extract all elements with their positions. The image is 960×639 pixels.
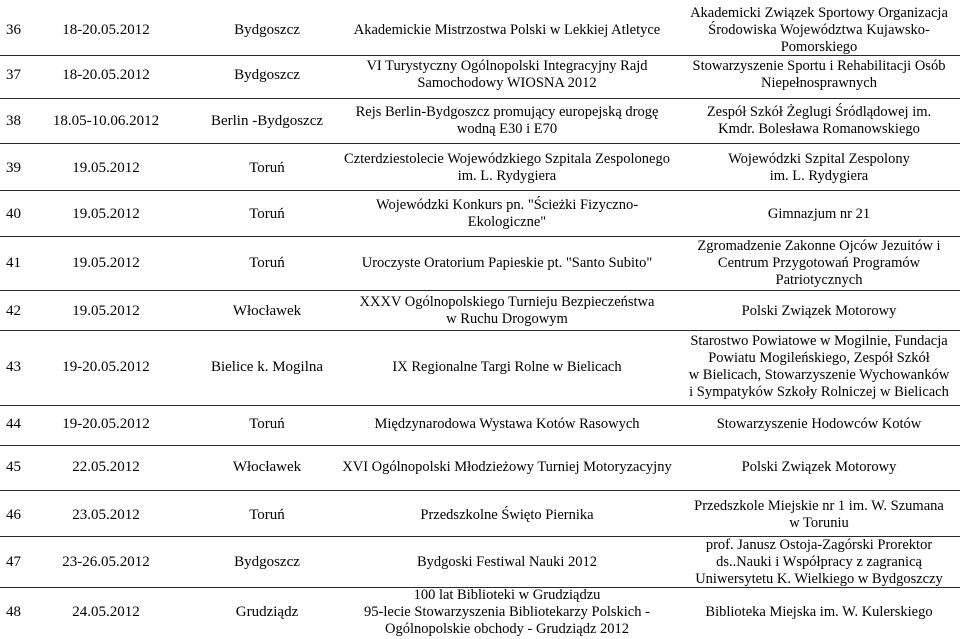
event-place: Toruń <box>249 254 285 271</box>
table-row <box>0 292 960 330</box>
table-row <box>0 332 960 402</box>
organizer <box>680 453 958 481</box>
event-name <box>334 332 680 402</box>
organizer <box>680 332 958 402</box>
event-name-line: Akademickie Mistrzostwa Polski w Lekkiej Atletyce <box>353 21 661 38</box>
table-row <box>0 586 960 638</box>
event-name-line: Bydgoski Festiwal Nauki 2012 <box>416 553 598 570</box>
table-row <box>0 3 960 57</box>
event-name-line: IX Regionalne Targi Rolne w Bielicach <box>392 358 622 375</box>
event-name-line: XVI Ogólnopolski Młodzieżowy Turniej Motoryzacyjny <box>342 458 672 475</box>
table-row <box>0 236 960 290</box>
row-divider <box>0 330 960 331</box>
organizer <box>680 149 958 187</box>
organizer-line: im. L. Rydygiera <box>769 168 869 184</box>
event-name-line: VI Turystyczny Ogólnopolski Integracyjny Rajd <box>366 58 648 74</box>
organizer-line: w Bielicach, Stowarzyszenie Wychowanków <box>688 367 950 383</box>
organizer-line: Pomorskiego <box>780 38 858 55</box>
event-date: 19-20.05.2012 <box>62 415 150 432</box>
row-divider <box>0 290 960 291</box>
event-place: Berlin -Bydgoszcz <box>210 112 324 129</box>
event-date: 18-20.05.2012 <box>62 21 150 38</box>
row-number: 40 <box>6 205 21 222</box>
event-date: 23-26.05.2012 <box>62 553 150 570</box>
organizer-line: Biblioteka Miejska im. W. Kulerskiego <box>705 603 933 620</box>
event-place: Toruń <box>249 415 285 432</box>
organizer <box>680 586 958 638</box>
event-name-line: im. L. Rydygiera <box>457 168 557 184</box>
organizer-line: ds..Nauki i Współpracy z zagranicą <box>716 553 922 570</box>
organizer-line: Stowarzyszenie Sportu i Rehabilitacji Osób <box>692 58 946 74</box>
event-place: Włocławek <box>232 302 302 319</box>
row-number: 43 <box>6 358 21 375</box>
organizer <box>680 57 958 93</box>
row-number: 45 <box>6 458 21 475</box>
organizer <box>680 195 958 233</box>
event-date: 19.05.2012 <box>72 159 140 176</box>
event-place: Toruń <box>249 506 285 523</box>
event-name <box>334 496 680 534</box>
event-date: 19-20.05.2012 <box>62 358 150 375</box>
organizer <box>680 102 958 140</box>
event-name-line: 100 lat Biblioteki w Grudziądzu <box>413 586 601 603</box>
event-date: 19.05.2012 <box>72 254 140 271</box>
event-name <box>334 102 680 140</box>
row-number: 42 <box>6 302 21 319</box>
row-number: 47 <box>6 553 21 570</box>
row-number: 39 <box>6 159 21 176</box>
event-name <box>334 195 680 233</box>
row-divider <box>0 445 960 446</box>
organizer-line: Stowarzyszenie Hodowców Kotów <box>716 415 922 432</box>
event-date: 18.05-10.06.2012 <box>52 112 160 129</box>
table-row <box>0 410 960 438</box>
event-name-line: 95-lecie Stowarzyszenia Bibliotekarzy Polskich - <box>364 603 650 620</box>
row-divider <box>0 490 960 491</box>
row-divider <box>0 143 960 144</box>
organizer-line: Kmdr. Bolesława Romanowskiego <box>718 121 920 137</box>
table-row <box>0 496 960 534</box>
event-name-line: XXXV Ogólnopolskiego Turnieju Bezpieczeństwa <box>359 294 655 310</box>
organizer-line: Polski Związek Motorowy <box>741 302 897 319</box>
event-name <box>334 292 680 330</box>
organizer-line: Zgromadzenie Zakonne Ojców Jezuitów i <box>697 237 941 254</box>
organizer-line: Niepełnosprawnych <box>761 75 877 91</box>
event-date: 23.05.2012 <box>72 506 140 523</box>
event-date: 19.05.2012 <box>72 205 140 222</box>
event-date: 22.05.2012 <box>72 458 140 475</box>
event-name-line: Wojewódzki Konkurs pn. "Ścieżki Fizyczno- <box>375 197 639 213</box>
event-place: Bydgoszcz <box>234 553 300 570</box>
event-name-line: Uroczyste Oratorium Papieskie pt. "Santo Subito" <box>361 254 653 271</box>
event-name-line: Rejs Berlin-Bydgoszcz promujący europejską drogę <box>355 104 659 120</box>
event-name-line: w Ruchu Drogowym <box>446 311 568 327</box>
organizer-line: Starostwo Powiatowe w Mogilnie, Fundacja <box>690 333 948 349</box>
organizer <box>680 496 958 534</box>
event-name-line: Międzynarodowa Wystawa Kotów Rasowych <box>374 415 640 432</box>
row-number: 37 <box>6 66 21 83</box>
organizer <box>680 410 958 438</box>
event-name <box>334 3 680 57</box>
row-divider <box>0 405 960 406</box>
event-name <box>334 453 680 481</box>
event-name-line: Ogólnopolskie obchody - Grudziądz 2012 <box>384 620 630 637</box>
event-name-line: Czterdziestolecie Wojewódzkiego Szpitala Zespolonego <box>344 151 670 167</box>
row-number: 46 <box>6 506 21 523</box>
row-number: 41 <box>6 254 21 271</box>
event-name <box>334 586 680 638</box>
row-number: 38 <box>6 112 21 129</box>
table-row <box>0 57 960 93</box>
table-row <box>0 149 960 187</box>
event-name <box>334 236 680 290</box>
table-row <box>0 535 960 589</box>
row-divider <box>0 98 960 99</box>
organizer-line: Gimnazjum nr 21 <box>767 205 871 222</box>
row-divider <box>0 190 960 191</box>
event-date: 24.05.2012 <box>72 603 140 620</box>
organizer-line: Akademicki Związek Sportowy Organizacja <box>690 4 948 21</box>
event-place: Włocławek <box>232 458 302 475</box>
event-place: Grudziądz <box>235 603 299 620</box>
organizer-line: Centrum Przygotowań Programów <box>717 254 921 271</box>
event-place: Bydgoszcz <box>234 21 300 38</box>
table-row <box>0 195 960 233</box>
event-name-line: Ekologiczne" <box>467 214 547 230</box>
organizer <box>680 535 958 589</box>
event-place: Toruń <box>249 205 285 222</box>
organizer-line: Środowiska Województwa Kujawsko- <box>708 21 930 38</box>
event-date: 18-20.05.2012 <box>62 66 150 83</box>
organizer-line: i Sympatyków Szkoły Rolniczej w Bielicach <box>689 384 949 400</box>
row-number: 44 <box>6 415 21 432</box>
organizer-line: Powiatu Mogileńskiego, Zespół Szkół <box>708 350 930 366</box>
event-date: 19.05.2012 <box>72 302 140 319</box>
event-place: Toruń <box>249 159 285 176</box>
event-name-line: Przedszkolne Święto Piernika <box>420 506 594 523</box>
organizer-line: w Toruniu <box>789 515 849 531</box>
event-name <box>334 410 680 438</box>
organizer-line: Wojewódzki Szpital Zespolony <box>728 151 910 167</box>
organizer <box>680 3 958 57</box>
table-row <box>0 453 960 481</box>
event-name <box>334 149 680 187</box>
organizer <box>680 292 958 330</box>
event-name <box>334 57 680 93</box>
event-name-line: Samochodowy WIOSNA 2012 <box>417 75 597 91</box>
row-number: 36 <box>6 21 21 38</box>
organizer-line: Przedszkole Miejskie nr 1 im. W. Szumana <box>694 498 944 514</box>
organizer-line: Zespół Szkół Żeglugi Śródlądowej im. <box>706 104 932 120</box>
table-row <box>0 102 960 140</box>
event-place: Bielice k. Mogilna <box>210 358 324 375</box>
event-place: Bydgoszcz <box>234 66 300 83</box>
event-name <box>334 535 680 589</box>
organizer-line: Polski Związek Motorowy <box>741 458 897 475</box>
event-name-line: wodną E30 i E70 <box>456 121 558 137</box>
organizer-line: Uniwersytetu K. Wielkiego w Bydgoszczy <box>695 570 943 587</box>
organizer-line: Patriotycznych <box>775 271 863 288</box>
row-number: 48 <box>6 603 21 620</box>
organizer-line: prof. Janusz Ostoja-Zagórski Prorektor <box>705 536 933 553</box>
organizer <box>680 236 958 290</box>
